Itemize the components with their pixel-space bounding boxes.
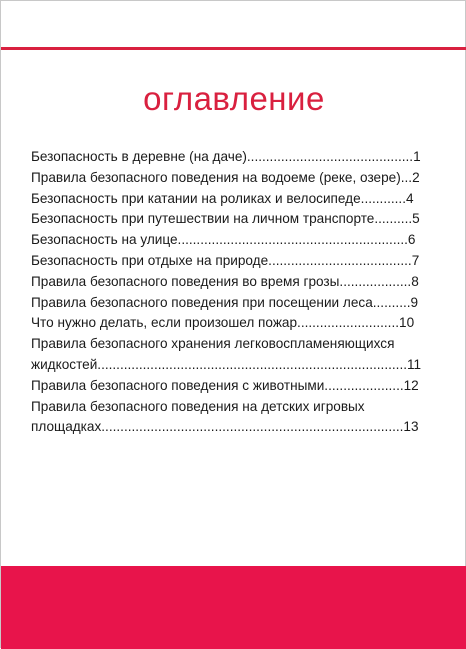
table-of-contents: [31, 147, 437, 438]
footer-color-band: [1, 566, 466, 649]
toc-line: Безопасность в деревне (на даче)............................................1: [31, 149, 421, 164]
page-title: оглавление: [143, 80, 325, 117]
toc-line: Безопасность при путешествии на личном транспорте..........5: [31, 211, 420, 227]
toc-line: Правила безопасного поведения на детских игровых: [31, 398, 365, 414]
toc-line: жидкостей..................................................................................11: [31, 356, 422, 372]
toc-line: Безопасность при катании на роликах и велосипеде............4: [31, 190, 414, 206]
toc-line: Правила безопасного поведения во время грозы...................8: [31, 273, 419, 289]
toc-line: площадках................................................................................13: [31, 419, 419, 435]
toc-line: Правила безопасного поведения на водоеме (реке, озере)...2: [31, 169, 420, 185]
toc-line: Безопасность при отдыхе на природе......................................7: [31, 252, 420, 268]
toc-line: Безопасность на улице.............................................................6: [31, 232, 416, 248]
toc-line: Правила безопасного поведения при посещении леса..........9: [31, 294, 419, 310]
toc-line: Правила безопасного хранения легковоспламеняющихся: [31, 336, 395, 352]
toc-line: Что нужно делать, если произошел пожар...........................10: [31, 315, 415, 331]
top-divider-line: [1, 47, 466, 50]
toc-line: Правила безопасного поведения с животными.....................12: [31, 377, 419, 393]
